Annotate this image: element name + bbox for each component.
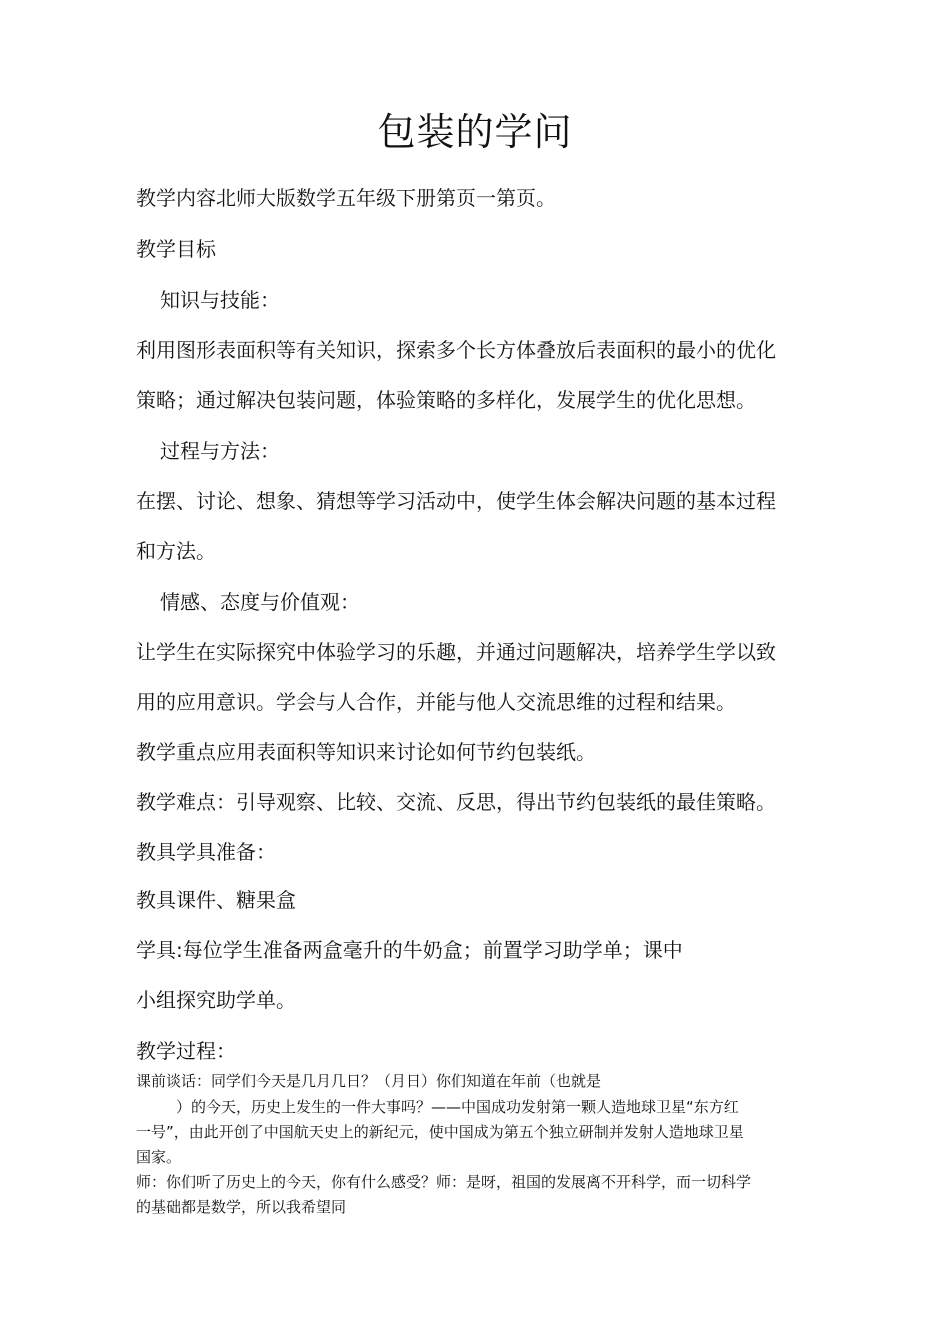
student-materials-line: 学具:每位学生准备两盒毫升的牛奶盒；前置学习助学单；课中 — [136, 938, 683, 962]
key-point-line: 教学重点应用表面积等知识来讨论如何节约包装纸。 — [136, 740, 596, 764]
small-paragraph-line: 一号”，由此开创了中国航天史上的新纪元，使中国成为第五个独立研制并发射人造地球卫星 — [136, 1123, 744, 1141]
teacher-materials-line: 教具课件、糖果盒 — [136, 888, 296, 912]
small-paragraph-line: 的基础都是数学，所以我希望同 — [136, 1198, 347, 1216]
paragraph-line: 在摆、讨论、想象、猜想等学习活动中，使学生体会解决问题的基本过程 — [136, 489, 776, 513]
process-method-heading: 过程与方法： — [160, 439, 280, 463]
teaching-goals-heading: 教学目标 — [136, 237, 216, 261]
paragraph-line: 利用图形表面积等有关知识，探索多个长方体叠放后表面积的最小的优化 — [136, 338, 776, 362]
paragraph-line: 和方法。 — [136, 539, 216, 563]
paragraph-line: 用的应用意识。学会与人合作，并能与他人交流思维的过程和结果。 — [136, 690, 736, 714]
paragraph-line: 让学生在实际探究中体验学习的乐趣，并通过问题解决，培养学生学以致 — [136, 640, 776, 664]
teaching-content-line: 教学内容北师大版数学五年级下册第页一第页。 — [136, 186, 556, 210]
small-paragraph-line: 课前谈话：同学们今天是几月几日？（月日）你们知道在年前（也就是 — [136, 1072, 602, 1090]
page-title: 包装的学问 — [377, 110, 573, 154]
difficulty-line: 教学难点：引导观察、比较、交流、反思，得出节约包装纸的最佳策略。 — [136, 790, 776, 814]
paragraph-line: 策略；通过解决包装问题，体验策略的多样化，发展学生的优化思想。 — [136, 388, 756, 412]
small-paragraph-line: 师：你们听了历史上的今天，你有什么感受？师：是呀，祖国的发展离不开科学，而一切科学 — [136, 1173, 752, 1191]
small-paragraph-line: 国家。 — [136, 1148, 182, 1166]
knowledge-skills-heading: 知识与技能： — [160, 288, 280, 312]
teaching-process-heading: 教学过程： — [136, 1039, 236, 1063]
student-materials-line: 小组探究助学单。 — [136, 988, 296, 1012]
small-paragraph-line: ）的今天，历史上发生的一件大事吗？——中国成功发射第一颗人造地球卫星“东方红 — [176, 1098, 739, 1116]
emotion-values-heading: 情感、态度与价值观： — [160, 590, 360, 614]
materials-heading: 教具学具准备： — [136, 840, 276, 864]
